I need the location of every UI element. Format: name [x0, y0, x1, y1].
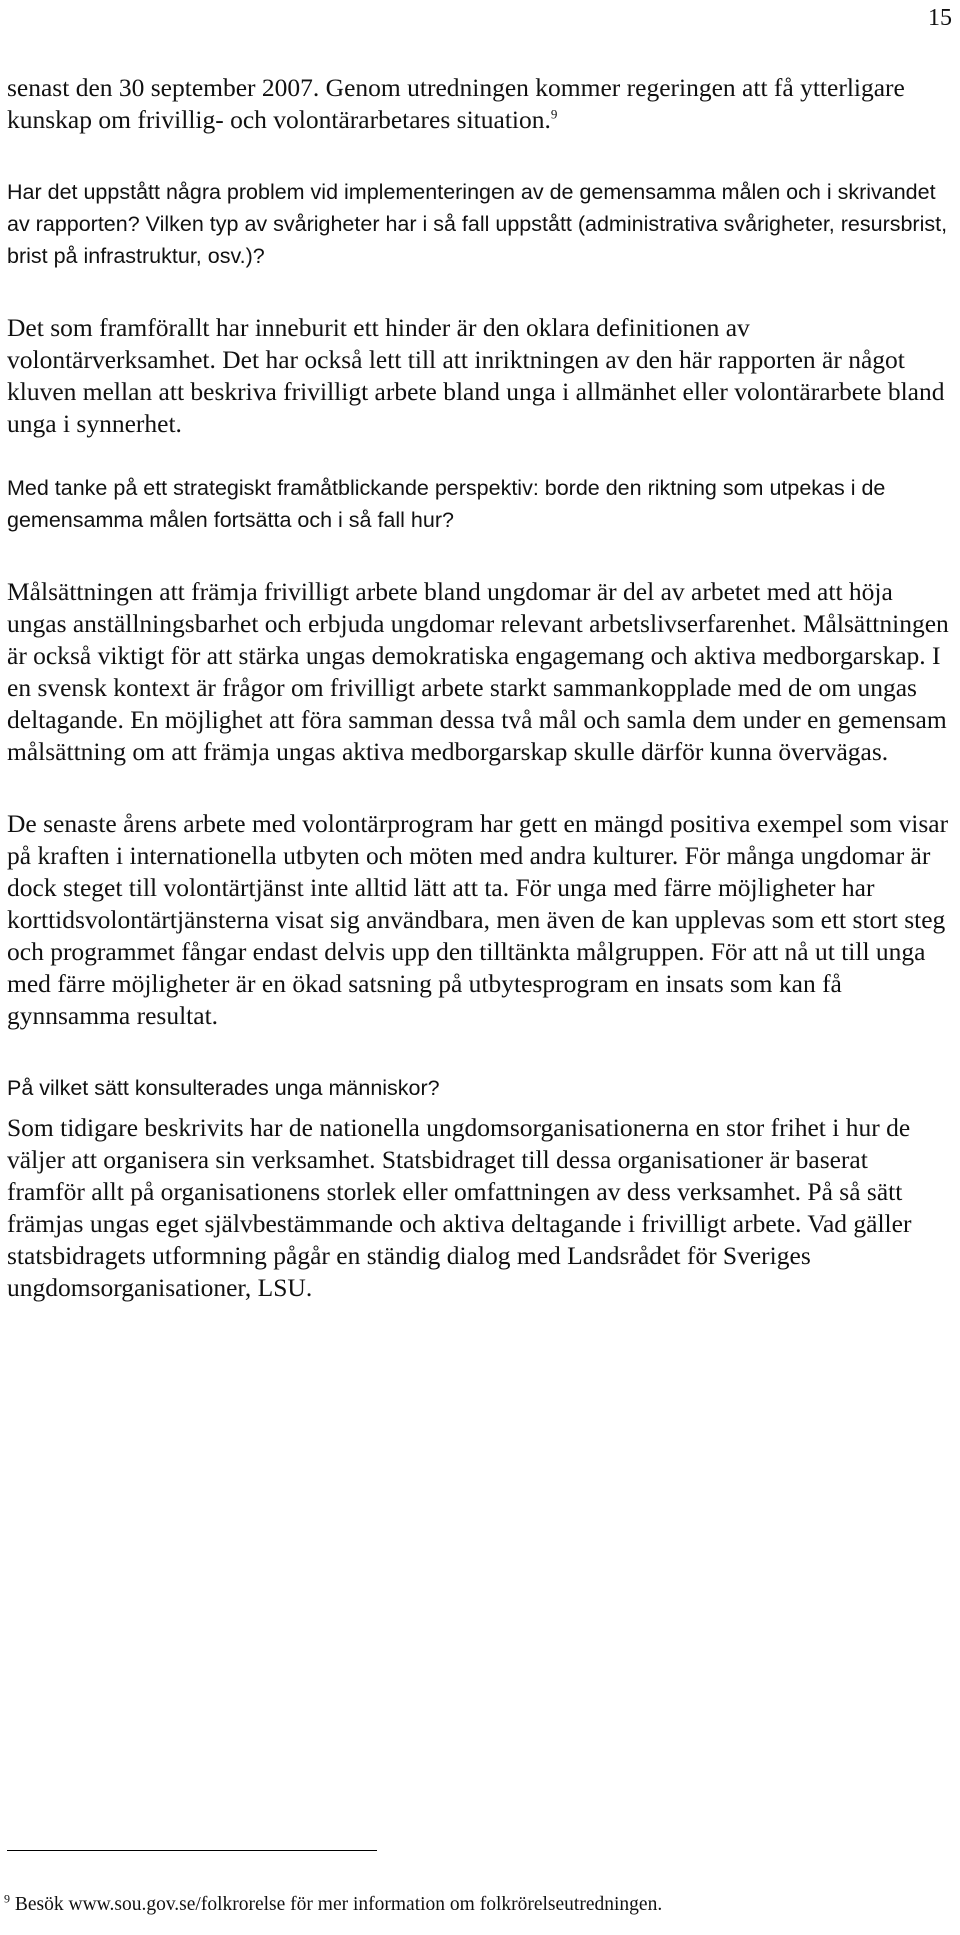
answer-youth-consultation: Som tidigare beskrivits har de nationella ungdomsorganisationerna en stor frihet i hur de väljer att organisera sin verksamhet. Statsbidraget till dessa organisationer är baserat framför allt på organisationens storlek eller omfattningen av dess verksamhet. På så sätt främjas ungas eget självbestämmande och aktiva deltagande i frivilligt arbete. Vad gäller statsbidragets utformning pågår en ständig dialog med Landsrådet för Sveriges ungdomsorganisationer, LSU. — [7, 1113, 912, 1302]
paragraph-intro — [7, 72, 952, 136]
footnote-reference[interactable]: 9 — [550, 106, 558, 122]
footnote-text: Besök www.sou.gov.se/folkrorelse för mer information om folkrörelseutredningen. — [14, 1894, 663, 1915]
paragraph-intro-text: senast den 30 september 2007. Genom utredningen kommer regeringen att få ytterligare kunskap om frivillig- och volontärarbetares situation. — [7, 73, 905, 134]
document-body — [7, 72, 952, 1304]
answer-strategic-perspective-2: De senaste årens arbete med volontärprogram har gett en mängd positiva exempel som visar på kraften i internationella utbyten och möten med andra kulturer. För många ungdomar är dock steget till volontärtjänst inte alltid lätt att ta. För unga med färre möjligheter har korttidsvolontärtjänsterna visat sig användbara, men även de kan upplevas som ett stort steg och programmet fångar endast delvis upp den tilltänkta målgruppen. För att nå ut till unga med färre möjligheter är en ökad satsning på utbytesprogram en insats som kan få gynnsamma resultat. — [7, 809, 949, 1030]
footnote-marker: 9 — [4, 1891, 10, 1906]
answer-implementation-problems: Det som framförallt har inneburit ett hinder är den oklara definitionen av volontärverksamhet. Det har också lett till att inriktningen av den här rapporten är något kluven mellan att beskriva frivilligt arbete bland unga i allmänhet eller volontärarbete bland unga i synnerhet. — [7, 313, 945, 438]
answer-strategic-perspective-1: Målsättningen att främja frivilligt arbete bland ungdomar är del av arbetet med att höja ungas anställningsbarhet och erbjuda ungdomar relevant arbetslivserfarenhet. Målsättningen är också viktigt för att stärka ungas demokratiska engagemang och aktiva medborgarskap. I en svensk kontext är frågor om frivilligt arbete starkt sammankopplade med de om ungas deltagande. En möjlighet att föra samman dessa två mål och samla dem under en gemensam målsättning om att främja ungas aktiva medborgarskap skulle därför kunna övervägas. — [7, 577, 949, 766]
question-implementation-problems: Har det uppstått några problem vid implementeringen av de gemensamma målen och i skrivandet av rapporten? Vilken typ av svårigheter har i så fall uppstått (administrativa svårigheter, resursbrist, brist på infrastruktur, osv.)? — [7, 180, 948, 268]
footnote — [4, 1892, 956, 1918]
footnote-divider — [7, 1850, 377, 1851]
question-strategic-perspective: Med tanke på ett strategiskt framåtblickande perspektiv: borde den riktning som utpekas i de gemensamma målen fortsätta och i så fall hur? — [7, 476, 886, 532]
page-number: 15 — [928, 5, 952, 31]
question-youth-consultation: På vilket sätt konsulterades unga människor? — [7, 1076, 440, 1100]
